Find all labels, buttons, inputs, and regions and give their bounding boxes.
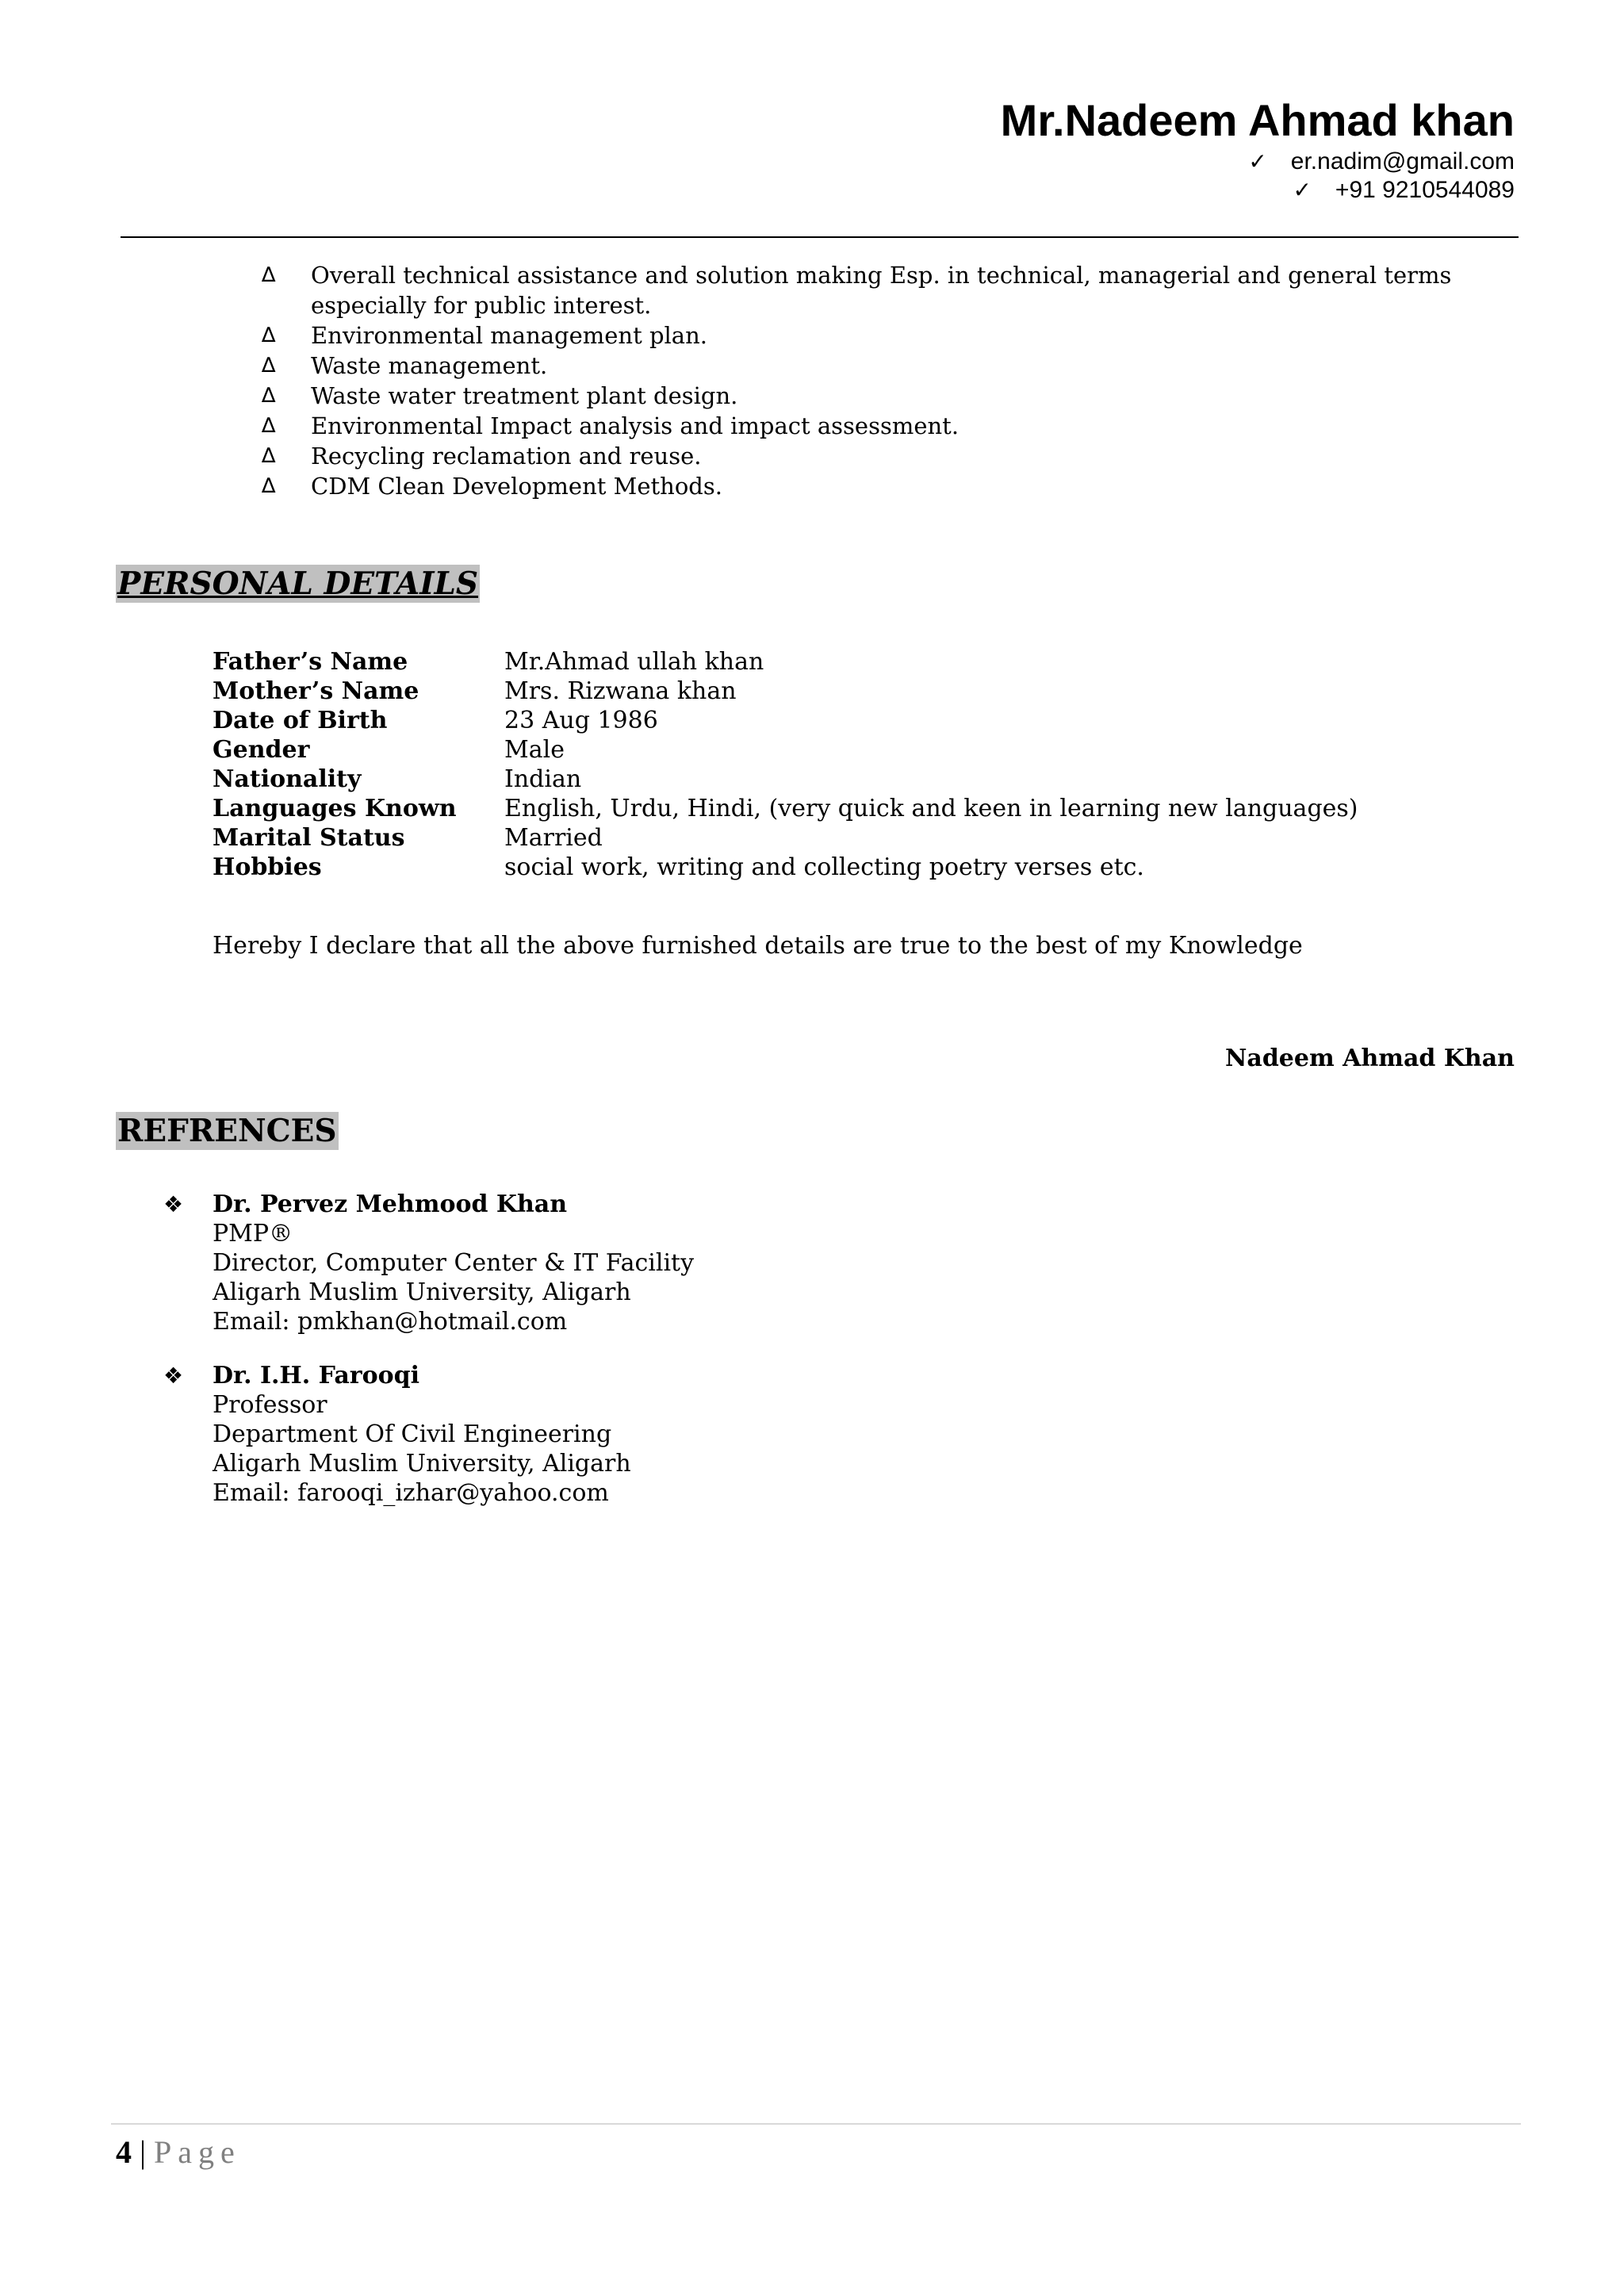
personal-details-heading: PERSONAL DETAILS (117, 565, 479, 602)
list-item: ∆ Waste water treatment plant design. (262, 382, 738, 409)
list-item: ∆ Overall technical assistance and solution making Esp. in technical, managerial and general terms especially for public interest. (262, 262, 1452, 319)
list-item: ∆ Environmental Impact analysis and impact assessment. (262, 412, 959, 439)
list-item: ∆ Waste management. (262, 352, 548, 379)
reference-line: Department Of Civil Engineering (213, 1420, 612, 1448)
detail-label: Date of Birth (213, 707, 388, 734)
detail-value: Mr.Ahmad ullah khan (504, 648, 764, 676)
detail-row (213, 706, 1358, 735)
declaration-text: Hereby I declare that all the above furnished details are true to the best of my Knowledge (213, 932, 1303, 960)
detail-value: Married (504, 824, 603, 852)
page-number: 4 (116, 2134, 132, 2170)
delta-bullet-icon: ∆ (262, 444, 276, 468)
reference-entry (163, 1361, 631, 1508)
detail-row (213, 735, 1358, 765)
checkmark-icon: ✓ (1293, 177, 1312, 203)
page-footer (116, 2133, 241, 2171)
reference-line: PMP® (213, 1220, 293, 1248)
header-divider (121, 236, 1519, 238)
reference-name: Dr. I.H. Farooqi (213, 1362, 419, 1389)
detail-label: Hobbies (213, 853, 322, 881)
contact-phone: +91 9210544089 (1335, 177, 1515, 203)
detail-label: Gender (213, 736, 310, 764)
reference-email: Email: farooqi_izhar@yahoo.com (213, 1479, 609, 1507)
delta-bullet-icon: ∆ (262, 263, 276, 287)
detail-label: Nationality (213, 765, 362, 793)
detail-value: Mrs. Rizwana khan (504, 677, 737, 705)
reference-line: Director, Computer Center & IT Facility (213, 1249, 695, 1277)
detail-value: Male (504, 736, 565, 764)
diamond-bullet-icon: ❖ (163, 1191, 184, 1217)
personal-details-table (213, 647, 1358, 882)
detail-row (213, 647, 1358, 677)
detail-row (213, 677, 1358, 706)
contact-email: er.nadim@gmail.com (1290, 148, 1515, 174)
delta-bullet-icon: ∆ (262, 324, 276, 347)
delta-bullet-icon: ∆ (262, 414, 276, 438)
detail-row (213, 853, 1358, 882)
detail-value: 23 Aug 1986 (504, 707, 658, 734)
detail-row (213, 765, 1358, 794)
candidate-name: Mr.Nadeem Ahmad khan (1000, 95, 1515, 145)
checkmark-icon: ✓ (1248, 148, 1267, 174)
detail-row (213, 823, 1358, 853)
reference-entry (163, 1190, 694, 1336)
reference-line: Aligarh Muslim University, Aligarh (213, 1450, 631, 1478)
diamond-bullet-icon: ❖ (163, 1363, 184, 1389)
reference-line: Aligarh Muslim University, Aligarh (213, 1278, 631, 1306)
detail-label: Father’s Name (213, 648, 408, 676)
detail-value: Indian (504, 765, 582, 793)
footer-divider (111, 2123, 1521, 2125)
list-item: ∆ Environmental management plan. (262, 322, 707, 349)
references-heading: REFRENCES (117, 1113, 337, 1149)
delta-bullet-icon: ∆ (262, 354, 276, 378)
detail-label: Mother’s Name (213, 677, 419, 705)
detail-value: social work, writing and collecting poetry verses etc. (504, 853, 1144, 881)
reference-name: Dr. Pervez Mehmood Khan (213, 1190, 568, 1218)
page-label: Page (154, 2134, 241, 2170)
contact-phone-row (1293, 176, 1515, 205)
list-item: ∆ Recycling reclamation and reuse. (262, 443, 702, 470)
reference-line: Professor (213, 1391, 327, 1419)
delta-bullet-icon: ∆ (262, 474, 276, 498)
signature-name: Nadeem Ahmad Khan (1224, 1045, 1515, 1072)
detail-label: Marital Status (213, 824, 405, 852)
detail-value: English, Urdu, Hindi, (very quick and keen in learning new languages) (504, 795, 1358, 822)
list-item: ∆ CDM Clean Development Methods. (262, 473, 722, 500)
delta-bullet-icon: ∆ (262, 384, 276, 408)
reference-email: Email: pmkhan@hotmail.com (213, 1308, 568, 1336)
footer-separator: | (140, 2134, 147, 2170)
detail-row (213, 794, 1358, 823)
interests-list (262, 260, 1522, 501)
contact-email-row (1248, 148, 1515, 176)
detail-label: Languages Known (213, 795, 457, 822)
